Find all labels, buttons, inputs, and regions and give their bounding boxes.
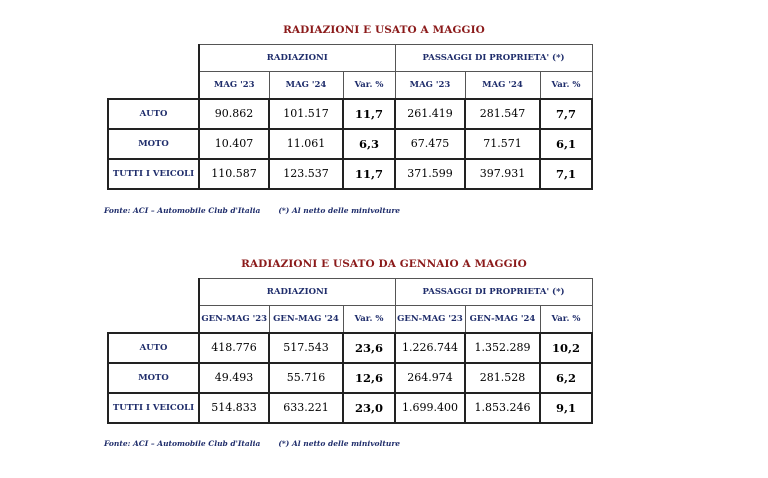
table-cell: 23,6	[343, 333, 395, 363]
column-header: GEN-MAG '23	[199, 306, 269, 333]
table-cell: 418.776	[199, 333, 269, 363]
table-cell: 6,1	[540, 129, 592, 159]
table-cell: 7,1	[540, 159, 592, 189]
column-header: GEN-MAG '23	[395, 306, 465, 333]
table-cell: 71.571	[465, 129, 540, 159]
column-header: MAG '23	[199, 72, 269, 99]
table-cell: 1.352.289	[465, 333, 540, 363]
table-cell: 12,6	[343, 363, 395, 393]
column-header: Var. %	[540, 72, 592, 99]
table-2-title: RADIAZIONI E USATO DA GENNAIO A MAGGIO	[241, 258, 527, 270]
table-cell: 264.974	[395, 363, 465, 393]
column-header: MAG '24	[465, 72, 540, 99]
table-cell: 67.475	[395, 129, 465, 159]
source-note: Fonte: ACI – Automobile Club d'Italia	[104, 206, 261, 215]
table-cell: 1.699.400	[395, 393, 465, 423]
table-cell: 11.061	[269, 129, 343, 159]
table-cell: 55.716	[269, 363, 343, 393]
minivolture-note: (*) Al netto delle minivolture	[278, 439, 401, 448]
table-cell: 7,7	[540, 99, 592, 129]
table-row	[108, 393, 592, 423]
table-cell: 1.226.744	[395, 333, 465, 363]
table-cell: 101.517	[269, 99, 343, 129]
minivolture-note: (*) Al netto delle minivolture	[278, 206, 401, 215]
table-cell: 9,1	[540, 393, 592, 423]
table-cell: 110.587	[199, 159, 269, 189]
table-2	[107, 278, 593, 424]
column-header: GEN-MAG '24	[269, 306, 343, 333]
table-cell: 1.853.246	[465, 393, 540, 423]
table-cell: 90.862	[199, 99, 269, 129]
column-header: MAG '23	[395, 72, 465, 99]
table-cell: 281.547	[465, 99, 540, 129]
row-label: TUTTI I VEICOLI	[108, 159, 199, 189]
row-label: TUTTI I VEICOLI	[108, 393, 199, 423]
column-header: Var. %	[343, 72, 395, 99]
table-cell: 10.407	[199, 129, 269, 159]
table-cell: 49.493	[199, 363, 269, 393]
table-cell: 517.543	[269, 333, 343, 363]
column-header: MAG '24	[269, 72, 343, 99]
group-header-passaggi: PASSAGGI DI PROPRIETA' (*)	[395, 279, 592, 306]
table-1-title: RADIAZIONI E USATO A MAGGIO	[283, 24, 485, 36]
source-note: Fonte: ACI – Automobile Club d'Italia	[104, 439, 261, 448]
table-cell: 514.833	[199, 393, 269, 423]
group-header-passaggi: PASSAGGI DI PROPRIETA' (*)	[395, 45, 592, 72]
table-2-footnote	[104, 439, 400, 448]
table-cell: 123.537	[269, 159, 343, 189]
table-cell: 10,2	[540, 333, 592, 363]
table-cell: 11,7	[343, 99, 395, 129]
column-header: GEN-MAG '24	[465, 306, 540, 333]
table-1-footnote	[104, 206, 400, 215]
group-header-radiazioni: RADIAZIONI	[199, 45, 395, 72]
table-1	[107, 44, 593, 190]
group-header-radiazioni: RADIAZIONI	[199, 279, 395, 306]
table-cell: 371.599	[395, 159, 465, 189]
table-cell: 633.221	[269, 393, 343, 423]
table-cell: 23,0	[343, 393, 395, 423]
row-label: MOTO	[108, 363, 199, 393]
table-cell: 261.419	[395, 99, 465, 129]
table-cell: 11,7	[343, 159, 395, 189]
table-row	[108, 333, 592, 363]
row-label: MOTO	[108, 129, 199, 159]
table-row	[108, 129, 592, 159]
table-row	[108, 363, 592, 393]
table-cell: 397.931	[465, 159, 540, 189]
column-header: Var. %	[540, 306, 592, 333]
row-label: AUTO	[108, 333, 199, 363]
row-label: AUTO	[108, 99, 199, 129]
table-row	[108, 159, 592, 189]
table-cell: 6,2	[540, 363, 592, 393]
column-header: Var. %	[343, 306, 395, 333]
table-cell: 6,3	[343, 129, 395, 159]
table-cell: 281.528	[465, 363, 540, 393]
table-row	[108, 99, 592, 129]
